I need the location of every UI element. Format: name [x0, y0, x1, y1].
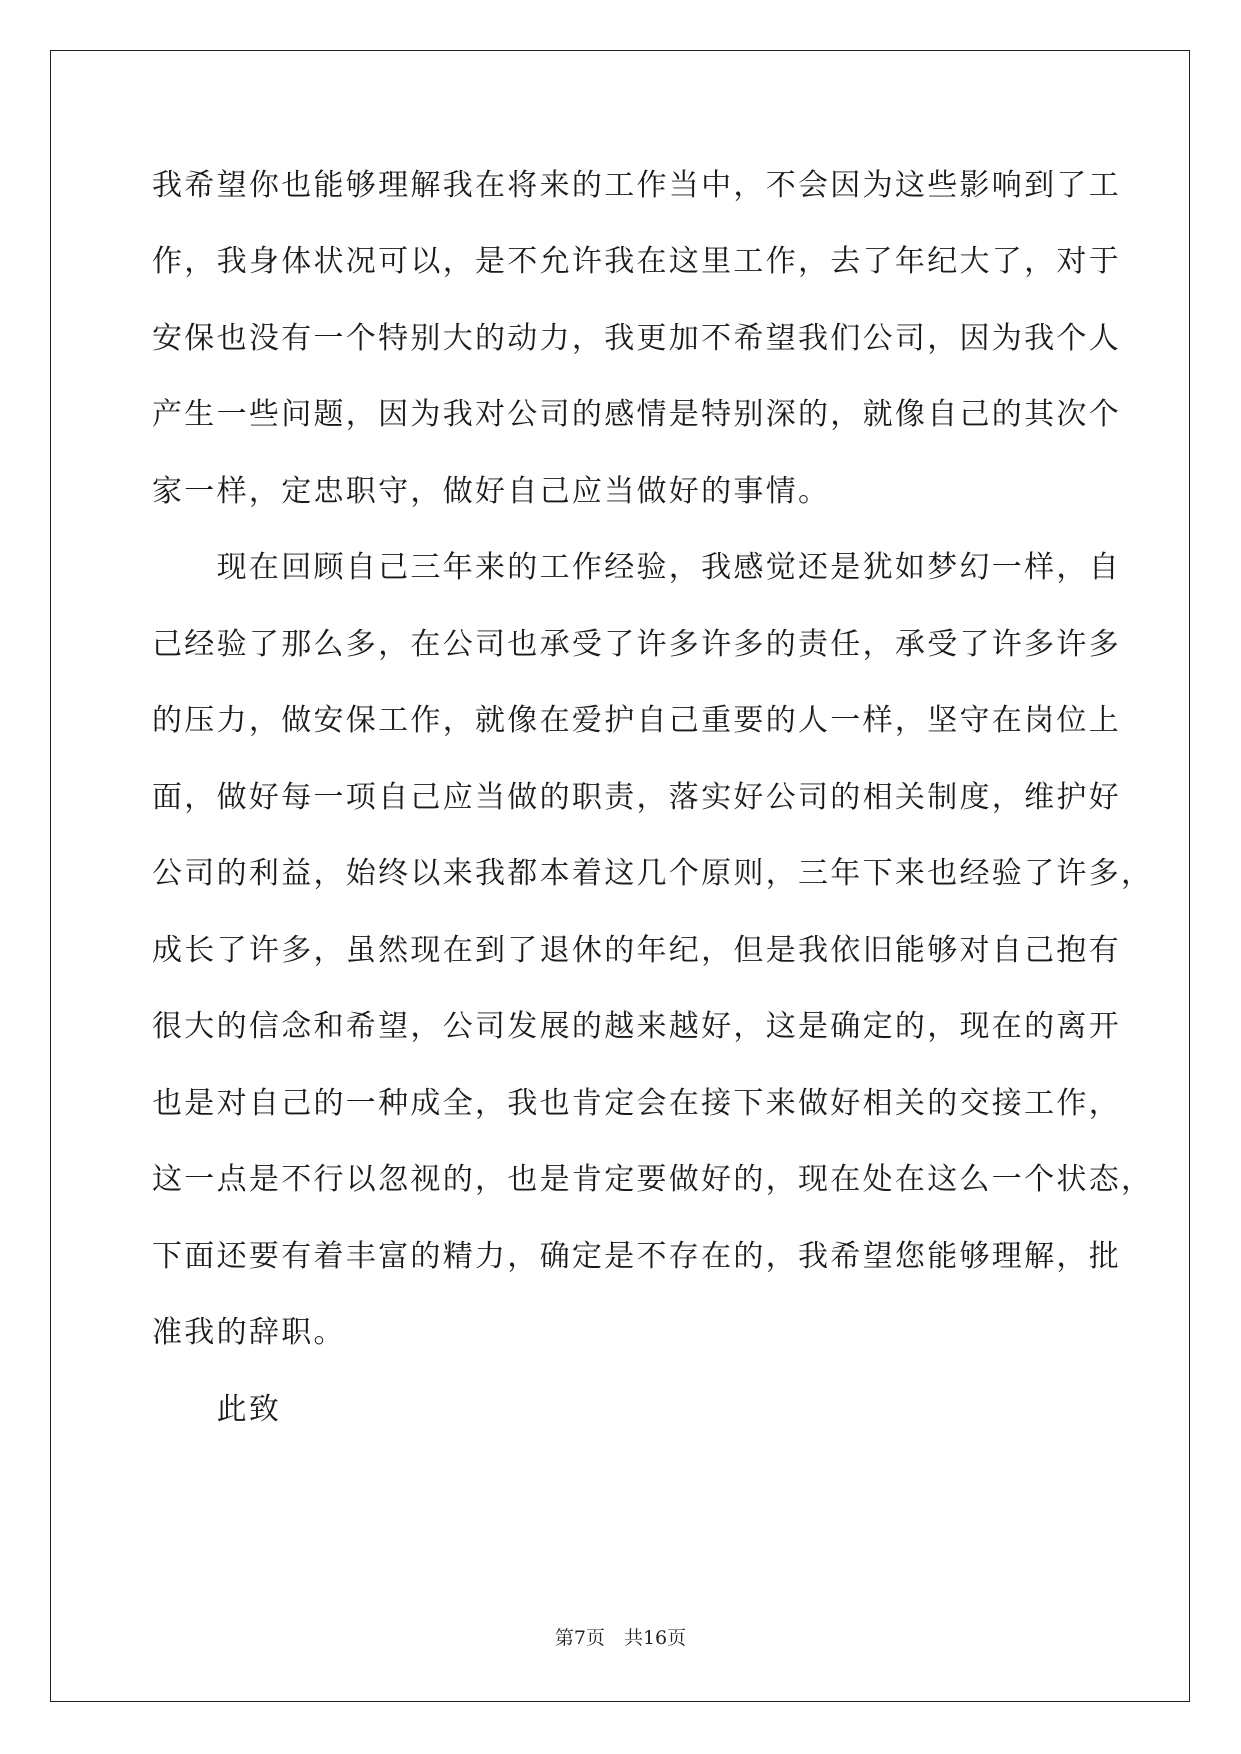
text-line: 很大的信念和希望，公司发展的越来越好，这是确定的，现在的离开 [152, 1009, 1121, 1044]
text-line: 下面还要有着丰富的精力，确定是不存在的，我希望您能够理解，批 [152, 1239, 1121, 1274]
closing-salutation: 此致 [152, 1392, 282, 1427]
text-line: 己经验了那么多，在公司也承受了许多许多的责任，承受了许多许多 [152, 627, 1121, 662]
text-line: 作，我身体状况可以，是不允许我在这里工作，去了年纪大了，对于 [152, 244, 1121, 279]
text-line: 也是对自己的一种成全，我也肯定会在接下来做好相关的交接工作， [152, 1086, 1121, 1121]
page-number-footer: 第7页 共16页 [554, 1627, 687, 1649]
text-line: 现在回顾自己三年来的工作经验，我感觉还是犹如梦幻一样，自 [152, 550, 1121, 585]
text-line: 面，做好每一项自己应当做的职责，落实好公司的相关制度，维护好 [152, 780, 1121, 815]
text-line: 的压力，做安保工作，就像在爱护自己重要的人一样，坚守在岗位上 [152, 703, 1121, 738]
text-line: 成长了许多，虽然现在到了退休的年纪，但是我依旧能够对自己抱有 [152, 933, 1121, 968]
text-line: 准我的辞职。 [152, 1315, 346, 1350]
text-line: 我希望你也能够理解我在将来的工作当中，不会因为这些影响到了工 [152, 168, 1121, 203]
text-line: 安保也没有一个特别大的动力，我更加不希望我们公司，因为我个人 [152, 321, 1121, 356]
text-line: 家一样，定忠职守，做好自己应当做好的事情。 [152, 474, 831, 509]
text-line: 公司的利益，始终以来我都本着这几个原则，三年下来也经验了许多， [152, 856, 1154, 891]
text-line: 这一点是不行以忽视的，也是肯定要做好的，现在处在这么一个状态， [152, 1162, 1154, 1197]
text-line: 产生一些问题，因为我对公司的感情是特别深的，就像自己的其次个 [152, 397, 1121, 432]
